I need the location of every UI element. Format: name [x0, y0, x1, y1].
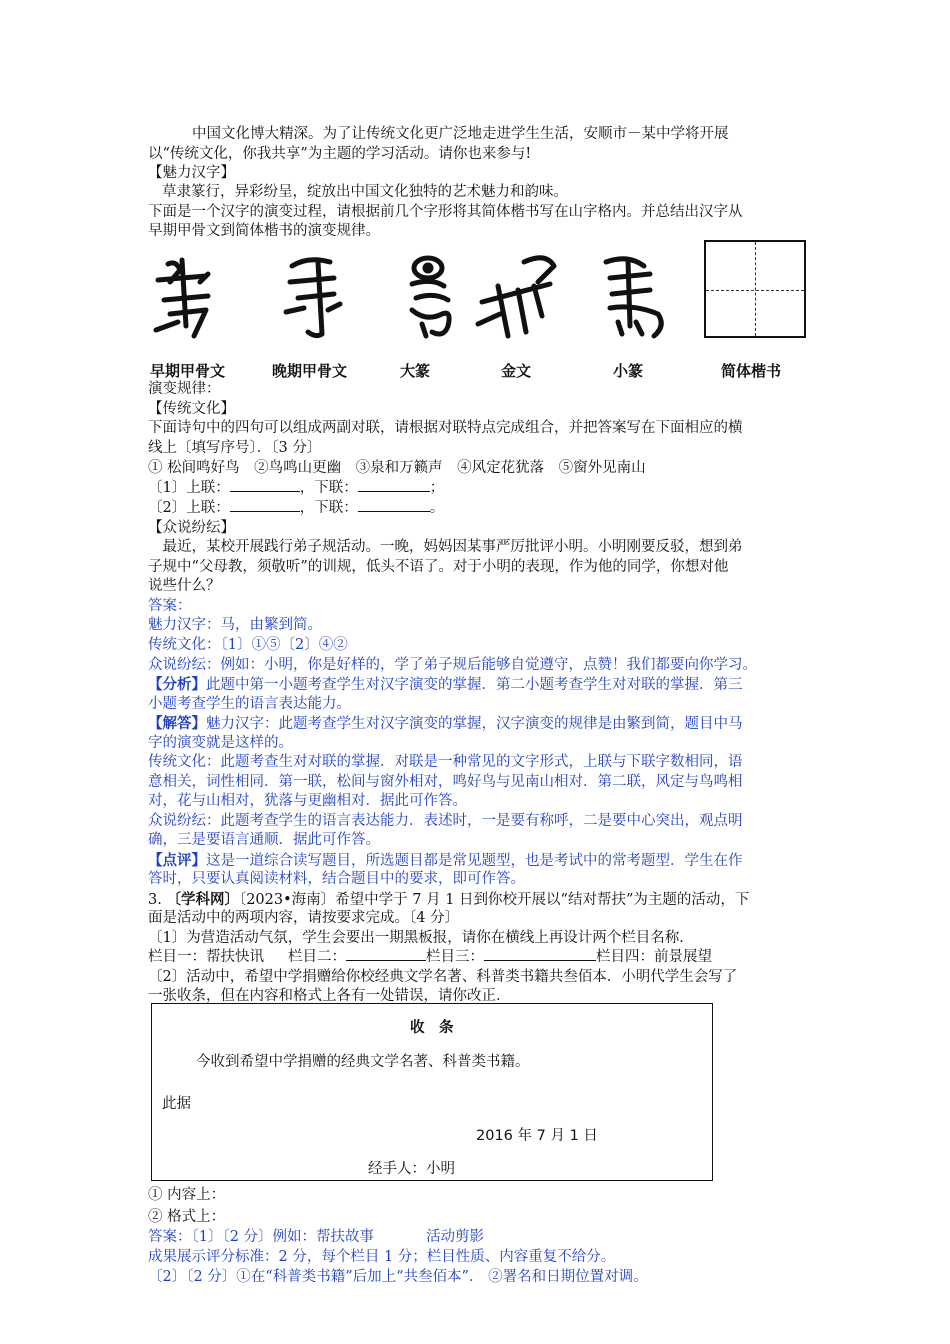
- answer-opinions: 众说纷纭：例如：小明，你是好样的，学了弟子规后能够自觉遵守，点赞！我们都要向你学习。: [148, 657, 757, 673]
- answer-charm: 魅力汉字：马，由繁到简。: [148, 617, 322, 633]
- glyph-label-late-oracle: 晚期甲骨文: [272, 362, 348, 380]
- blank-column-2[interactable]: [346, 948, 426, 961]
- tian-character-grid[interactable]: [704, 240, 806, 338]
- receipt-date: 2016 年 7 月 1 日: [476, 1128, 598, 1144]
- solution-opinions-a: 众说纷纭：此题考查学生的语言表达能力．表述时，一是要有称呼，二是要中心突出，观点明: [148, 813, 743, 829]
- answer-label: 答案：: [148, 598, 192, 614]
- answer2-line-1: 答案：〔1〕〔2 分〕例如：帮扶故事 活动剪影: [148, 1229, 485, 1245]
- column-names-line: 栏目一：帮扶快讯 栏目二： 栏目三： 栏目四：前景展望: [148, 949, 712, 965]
- comment-line-a: 【点评】这是一道综合读写题目，所选题目都是常见题型，也是考试中的常考题型．学生在作: [148, 852, 743, 869]
- content-correction-label: ① 内容上：: [148, 1187, 226, 1203]
- evolution-rule-label: 演变规律：: [148, 381, 221, 397]
- section1-paragraph-1: 草隶篆行，异彩纷呈，绽放出中国文化独特的艺术魅力和韵味。: [162, 184, 568, 200]
- receipt-box: [151, 1003, 713, 1181]
- answer-tradition: 传统文化：〔1〕①⑤〔2〕④②: [148, 637, 348, 653]
- couplet-question-2: 〔2〕上联： ，下联： 。: [148, 500, 445, 516]
- question3-sub-2b: 一张收条，但在内容和格式上各有一处错误，请你改正．: [148, 988, 511, 1004]
- glyph-label-small-seal: 小篆: [613, 362, 644, 380]
- answer2-line-2: 成果展示评分标准：2 分，每个栏目 1 分；栏目性质、内容重复不给分。: [148, 1249, 616, 1265]
- section3-paragraph-c: 说些什么？: [148, 578, 221, 594]
- question3-sub-2a: 〔2〕活动中，希望中学捐赠给你校经典文学名著、科普类书籍共叁佰本．小明代学生会写了: [148, 969, 738, 985]
- glyph-label-large-seal: 大篆: [400, 362, 431, 380]
- section-title-opinions: 【众说纷纭】: [148, 520, 235, 536]
- solution-line-a: 【解答】魅力汉字：此题考查学生对汉字演变的掌握，汉字演变的规律是由繁到简，题目中马: [148, 715, 743, 732]
- question3-line-1: 3. 〔学科网〕〔2023•海南〕希望中学于 7 月 1 日到你校开展以“结对帮扶”为主题的活动，下: [148, 891, 750, 908]
- couplet-question-1: 〔1〕上联： ，下联： ；: [148, 480, 445, 496]
- solution-line-b: 字的演变就是这样的。: [148, 735, 293, 751]
- early-oracle-glyph: [148, 252, 248, 342]
- blank-column-3[interactable]: [484, 948, 596, 961]
- section2-paragraph-b: 线上〔填写序号〕．〔3 分〕: [148, 440, 322, 456]
- section3-paragraph-a: 最近，某校开展践行弟子规活动。一晚，妈妈因某事严厉批评小明。小明刚要反驳，想到弟: [148, 539, 743, 555]
- blank-lower-1[interactable]: [358, 479, 430, 492]
- answer2-line-3: 〔2〕〔2 分〕①在“科普类书籍”后加上“共叁佰本”． ②署名和日期位置对调。: [148, 1269, 648, 1285]
- blank-lower-2[interactable]: [358, 499, 430, 512]
- section1-paragraph-2a: 下面是一个汉字的演变过程，请根据前几个字形将其简体楷书写在山字格内。并总结出汉字从: [148, 204, 743, 220]
- blank-upper-2[interactable]: [230, 499, 300, 512]
- solution-tradition-c: 对，花与山相对，犹落与更幽相对．据此可作答。: [148, 793, 467, 809]
- small-seal-glyph: [588, 252, 688, 342]
- section1-paragraph-2b: 早期甲骨文到简体楷书的演变规律。: [148, 223, 380, 239]
- receipt-handler: 经手人：小明: [368, 1161, 455, 1177]
- solution-tradition-a: 传统文化：此题考查生对对联的掌握．对联是一种常见的文字形式，上联与下联字数相同，语: [148, 754, 743, 770]
- comment-line-b: 答时，只要认真阅读材料，结合题目中的要求，即可作答。: [148, 871, 525, 887]
- glyph-label-early-oracle: 早期甲骨文: [150, 362, 226, 380]
- glyph-evolution-row: [148, 252, 808, 382]
- glyph-label-bronze: 金文: [501, 362, 532, 380]
- section-title-charm: 【魅力汉字】: [148, 165, 235, 181]
- section3-paragraph-b: 子规中“父母教，须敬听”的训规，低头不语了。对于小明的表现，作为他的同学，你想对他: [148, 559, 729, 575]
- late-oracle-glyph: [268, 252, 368, 342]
- receipt-closing: 此据: [162, 1096, 191, 1112]
- bronze-script-glyph: [468, 252, 568, 342]
- section-title-tradition: 【传统文化】: [148, 401, 235, 417]
- couplet-options: ① 松间鸣好鸟 ②鸟鸣山更幽 ③泉和万籁声 ④风定花犹落 ⑤窗外见南山: [148, 460, 646, 476]
- intro-line-2: 以“传统文化，你我共享”为主题的学习活动。请你也来参与!: [148, 146, 532, 162]
- receipt-body: 今收到希望中学捐赠的经典文学名著、科普类书籍。: [196, 1054, 530, 1070]
- solution-tradition-b: 意相关，词性相同．第一联，松间与窗外相对，鸣好鸟与见南山相对．第二联，风定与鸟鸣相: [148, 774, 743, 790]
- section2-paragraph-a: 下面诗句中的四句可以组成两副对联，请根据对联特点完成组合，并把答案写在下面相应的横: [148, 420, 743, 436]
- question3-sub-1: 〔1〕为营造活动气氛，学生会要出一期黑板报，请你在横线上再设计两个栏目名称．: [148, 930, 694, 946]
- format-correction-label: ② 格式上：: [148, 1209, 226, 1225]
- blank-upper-1[interactable]: [230, 479, 300, 492]
- glyph-label-regular: 简体楷书: [721, 362, 782, 380]
- analysis-line-b: 小题考查学生的语言表达能力。: [148, 696, 351, 712]
- receipt-title: 收 条: [410, 1020, 454, 1036]
- intro-line-1: 中国文化博大精深。为了让传统文化更广泛地走进学生生活，安顺市－某中学将开展: [192, 126, 729, 142]
- analysis-line-a: 【分析】此题中第一小题考查学生对汉字演变的掌握．第二小题考查学生对对联的掌握．第三: [148, 676, 743, 693]
- solution-opinions-b: 确，三是要语言通顺．据此可作答。: [148, 832, 380, 848]
- question3-line-2: 面是活动中的两项内容，请按要求完成。〔4 分〕: [148, 910, 460, 926]
